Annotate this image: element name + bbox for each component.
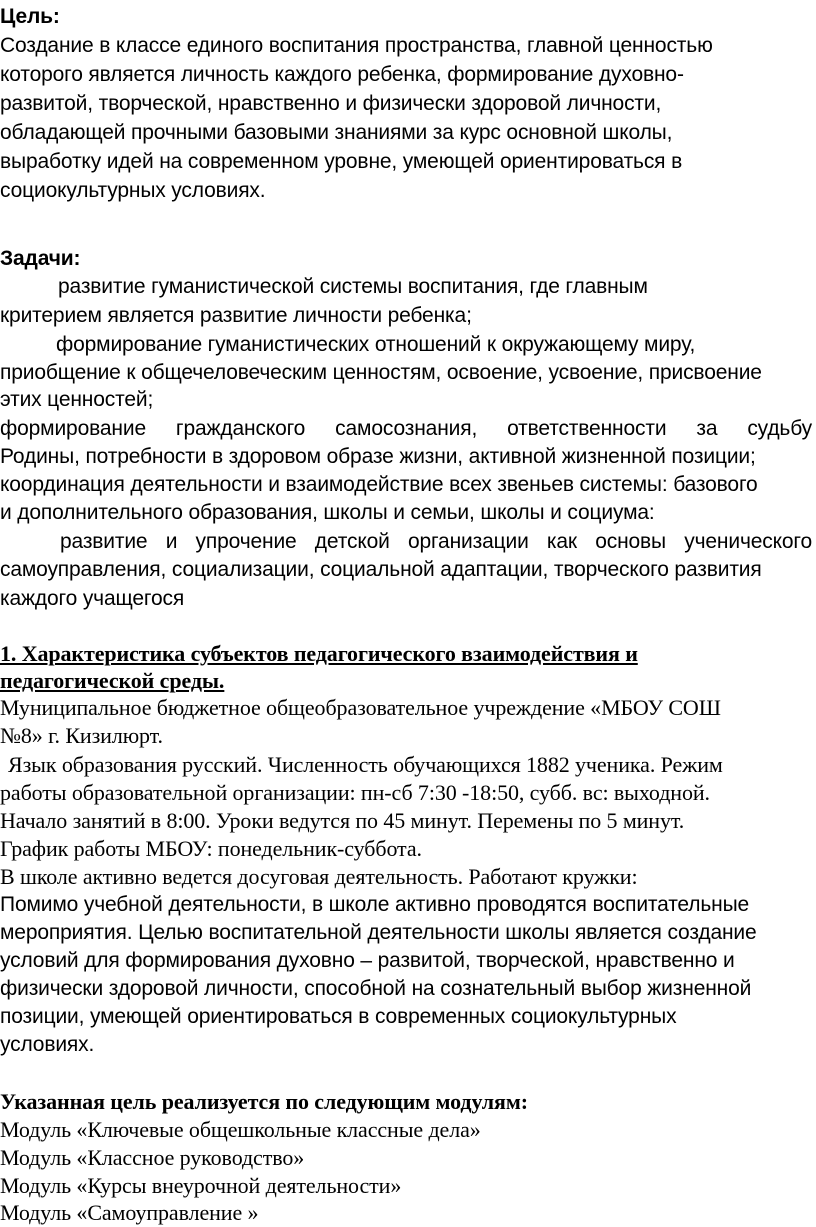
task-line: самоуправления, социализации, социальной адаптации, творческого развития: [0, 558, 762, 581]
task-line: и дополнительного образования, школы и семьи, школы и социума:: [0, 501, 655, 524]
section1-text-line: мероприятия. Целью воспитательной деятельности школы является создание: [0, 921, 757, 944]
goal-heading: Цель:: [0, 5, 60, 28]
goal-text-line: выработку идей на современном уровне, умеющей ориентироваться в: [0, 150, 683, 173]
modules-heading: Указанная цель реализуется по следующим модулям:: [0, 1089, 528, 1114]
section1-text-line: Муниципальное бюджетное общеобразовательное учреждение «МБОУ СОШ: [0, 695, 721, 720]
section1-text-line: позиции, умеющей ориентироваться в современных социокультурных: [0, 1005, 677, 1028]
section1-text-line: В школе активно ведется досуговая деятельность. Работают кружки:: [0, 864, 638, 889]
task-line: координация деятельности и взаимодействие всех звеньев системы: базового: [0, 473, 758, 496]
section1-text-line: условий для формирования духовно – развитой, творческой, нравственно и: [0, 949, 735, 972]
task-line: развитие и упрочение детской организации как основы ученического: [60, 530, 812, 553]
section1-text-line: Помимо учебной деятельности, в школе активно проводятся воспитательные: [0, 893, 750, 916]
module-item: Модуль «Самоуправление »: [0, 1200, 259, 1225]
goal-text-line: обладающей прочными базовыми знаниями за курс основной школы,: [0, 121, 673, 144]
module-item: Модуль «Курсы внеурочной деятельности»: [0, 1173, 402, 1198]
task-line: этих ценностей;: [0, 388, 154, 411]
goal-text-line: которого является личность каждого ребенка, формирование духовно-: [0, 63, 684, 86]
task-line: приобщение к общечеловеческим ценностям, освоение, усвоение, присвоение: [0, 361, 762, 384]
goal-text-line: Создание в классе единого воспитания пространства, главной ценностью: [0, 34, 713, 57]
section1-text-line: Начало занятий в 8:00. Уроки ведутся по 45 минут. Перемены по 5 минут.: [0, 808, 685, 833]
task-line: формирование гуманистических отношений к окружающему миру,: [56, 333, 696, 356]
module-item: Модуль «Ключевые общешкольные классные дела»: [0, 1117, 481, 1142]
module-item: Модуль «Классное руководство»: [0, 1145, 305, 1170]
task-line: развитие гуманистической системы воспитания, где главным: [58, 275, 648, 298]
section1-text-line: физически здоровой личности, способной на сознательный выбор жизненной: [0, 977, 752, 1000]
task-line: критерием является развитие личности ребенка;: [0, 304, 472, 327]
task-line: каждого учащегося: [0, 587, 185, 610]
section1-text-line: Язык образования русский. Численность обучающихся 1882 ученика. Режим: [8, 752, 723, 777]
goal-text-line: развитой, творческой, нравственно и физически здоровой личности,: [0, 92, 662, 115]
section1-text-line: работы образовательной организации: пн-сб 7:30 -18:50, субб. вс: выходной.: [0, 780, 710, 805]
task-line: формирование гражданского самосознания, ответственности за судьбу: [0, 417, 812, 440]
section1-text-line: условиях.: [0, 1033, 95, 1056]
section1-heading: 1. Характеристика субъектов педагогического взаимодействия и: [0, 641, 638, 666]
task-line: Родины, потребности в здоровом образе жизни, активной жизненной позиции;: [0, 445, 756, 468]
section1-text-line: №8» г. Кизилюрт.: [0, 723, 163, 748]
tasks-heading: Задачи:: [0, 247, 81, 270]
section1-text-line: График работы МБОУ: понедельник-суббота.: [0, 836, 422, 861]
section1-heading: педагогической среды.: [0, 668, 225, 693]
goal-text-line: социокультурных условиях.: [0, 179, 266, 202]
